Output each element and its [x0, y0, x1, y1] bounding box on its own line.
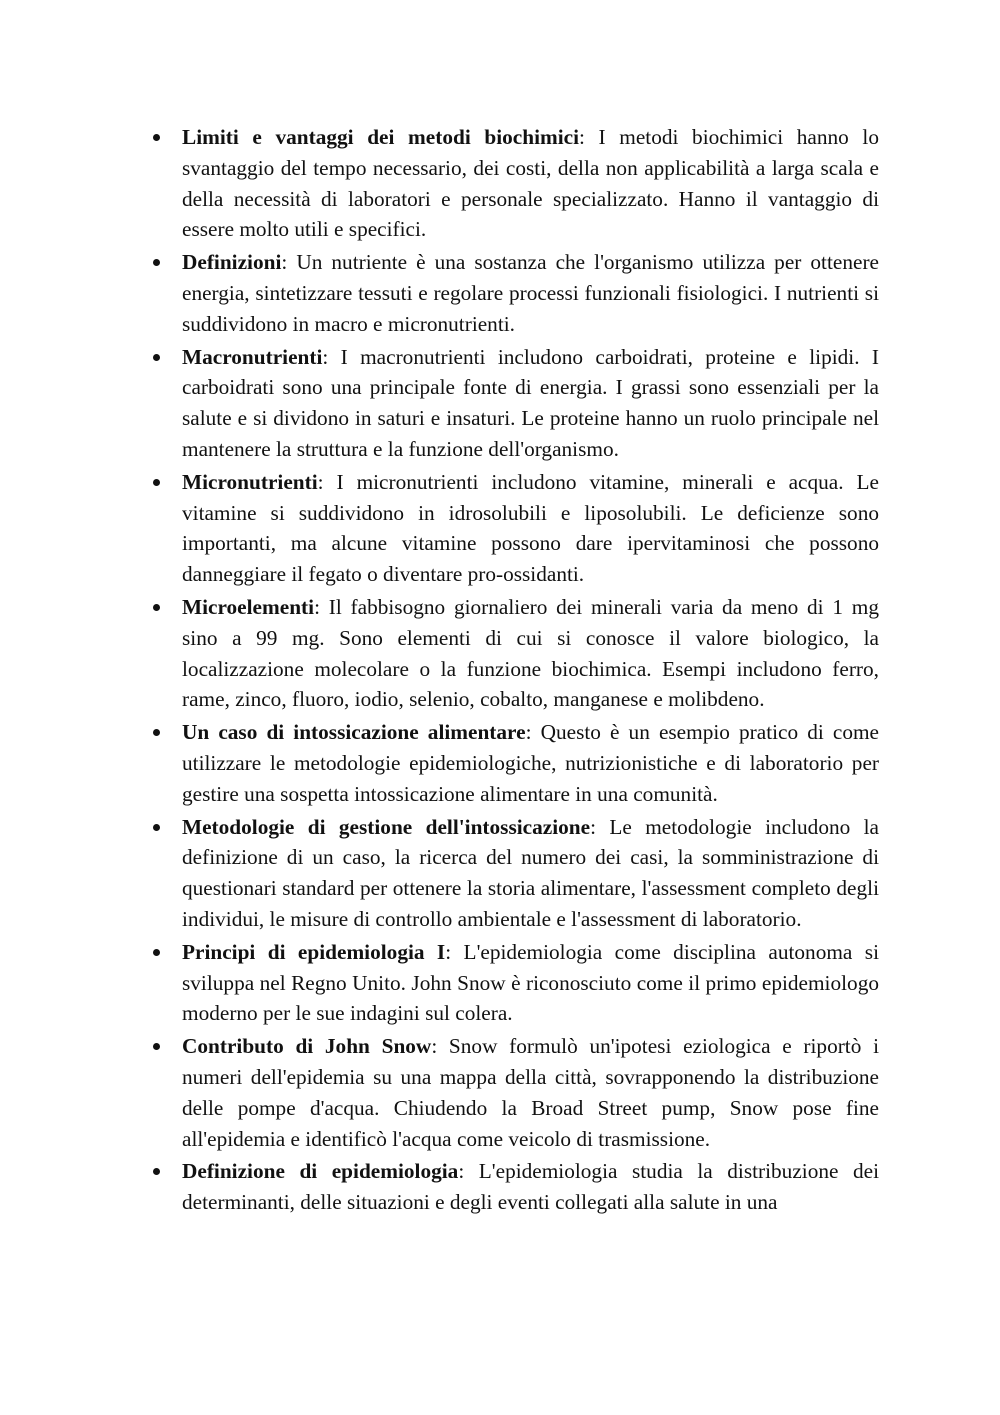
item-term: Microelementi	[182, 594, 315, 619]
item-text: : L'epidemiologia come disciplina autonoma si sviluppa nel Regno Unito. John Snow è riconosciuto come il primo epidemiologo moderno per le sue indagini sul colera.	[182, 939, 879, 1026]
list-item	[182, 717, 879, 809]
list-item	[182, 122, 879, 245]
item-term: Micronutrienti	[182, 469, 318, 494]
item-text: : I macronutrienti includono carboidrati, proteine e lipidi. I carboidrati sono una principale fonte di energia. I grassi sono essenziali per la salute e si dividono in saturi e insaturi. Le proteine hanno un ruolo principale nel mantenere la struttura e la funzione dell'organismo.	[182, 344, 879, 461]
bullet-icon	[153, 729, 160, 736]
item-text: : Snow formulò un'ipotesi eziologica e riportò i numeri dell'epidemia su una mappa della città, sovrapponendo la distribuzione delle pompe d'acqua. Chiudendo la Broad Street pump, Snow pose fine all'epidemia e identificò l'acqua come veicolo di trasmissione.	[182, 1034, 879, 1151]
item-text: : Il fabbisogno giornaliero dei minerali varia da meno di 1 mg sino a 99 mg. Sono elementi di cui si conosce il valore biologico, la localizzazione molecolare o la funzione biochimica. Esempi includono ferro, rame, zinco, fluoro, iodio, selenio, cobalto, manganese e molibdeno.	[182, 594, 879, 712]
item-text: : L'epidemiologia studia la distribuzione dei determinanti, delle situazioni e degli eventi collegati alla salute in una	[182, 1159, 879, 1215]
item-text: : Questo è un esempio pratico di come utilizzare le metodologie epidemiologiche, nutrizionistiche e di laboratorio per gestire una sospetta intossicazione alimentare in una comunità.	[182, 720, 879, 806]
bullet-icon	[153, 354, 160, 361]
item-term: Macronutrienti	[182, 344, 323, 369]
list-item	[182, 1031, 879, 1154]
item-term: Limiti e vantaggi dei metodi biochimici	[182, 125, 580, 149]
bullet-list	[182, 122, 879, 1218]
list-item	[182, 467, 879, 590]
item-text: : I micronutrienti includono vitamine, minerali e acqua. Le vitamine si suddividono in idrosolubili e liposolubili. Le deficienze sono importanti, ma alcune vitamine possono dare ipervitaminosi che possono danneggiare il fegato o diventare pro-ossidanti.	[182, 469, 879, 587]
list-item	[182, 812, 879, 935]
item-term: Principi di epidemiologia I	[182, 939, 446, 964]
item-text: : I metodi biochimici hanno lo svantaggio del tempo necessario, dei costi, della non applicabilità a larga scala e della necessità di laboratori e personale specializzato. Hanno il vantaggio di essere molto utili e specifici.	[182, 125, 879, 242]
bullet-icon	[153, 949, 160, 956]
list-item	[182, 1156, 879, 1218]
list-item	[182, 342, 879, 465]
bullet-icon	[153, 824, 160, 831]
list-item	[182, 247, 879, 339]
bullet-icon	[153, 259, 160, 266]
item-term: Definizione di epidemiologia	[182, 1159, 459, 1184]
item-term: Metodologie di gestione dell'intossicazione	[182, 814, 591, 839]
item-term: Contributo di John Snow	[182, 1034, 432, 1059]
bullet-icon	[153, 604, 160, 611]
bullet-icon	[153, 134, 160, 141]
item-term: Definizioni	[182, 250, 282, 275]
bullet-icon	[153, 1043, 160, 1050]
item-text: : Le metodologie includono la definizione di un caso, la ricerca del numero dei casi, la somministrazione di questionari standard per ottenere la storia alimentare, l'assessment completo degli individui, le misure di controllo ambientale e l'assessment di laboratorio.	[182, 814, 880, 931]
item-text: : Un nutriente è una sostanza che l'organismo utilizza per ottenere energia, sintetizzare tessuti e regolare processi funzionali fisiologici. I nutrienti si suddividono in macro e micronutrienti.	[182, 250, 879, 336]
bullet-icon	[153, 1168, 160, 1175]
list-item	[182, 937, 879, 1029]
list-item	[182, 592, 879, 715]
item-term: Un caso di intossicazione alimentare	[182, 720, 526, 745]
page-content	[182, 122, 879, 1220]
bullet-icon	[153, 479, 160, 486]
